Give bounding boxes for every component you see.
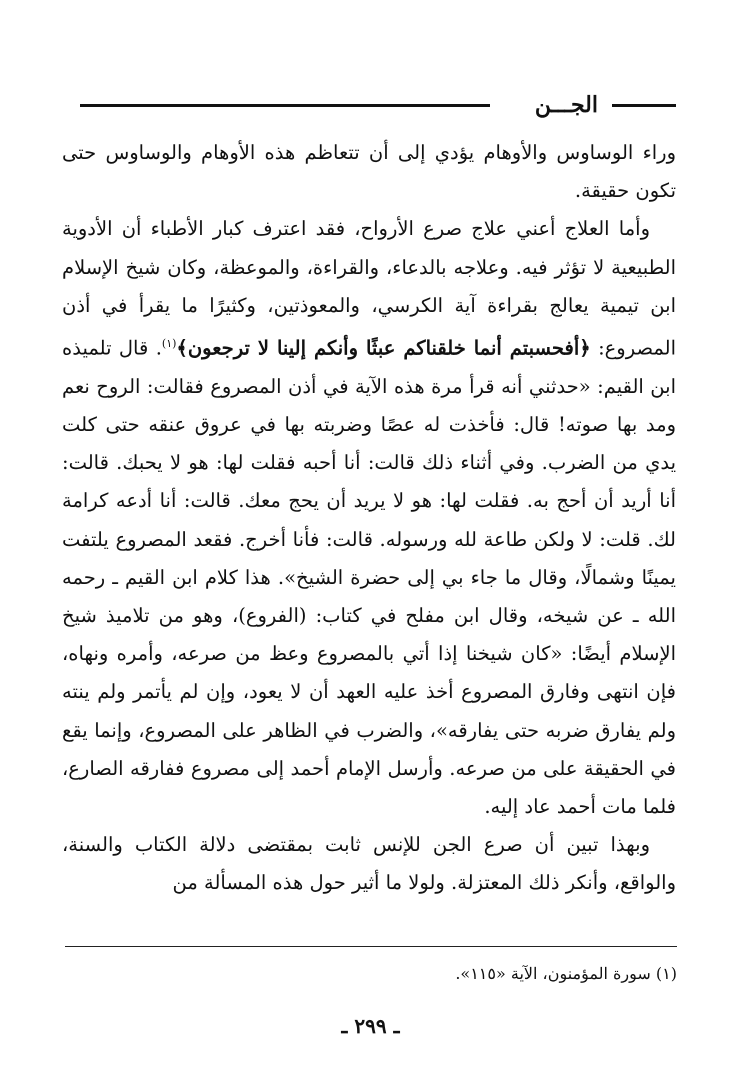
paragraph-3: وبهذا تبين أن صرع الجن للإنس ثابت بمقتضى دلالة الكتاب والسنة، والواقع، وأنكر ذلك المعتزلة. ولولا ما أثير حول هذه المسألة من	[62, 833, 676, 895]
paragraph-2-text-before: وأما العلاج أعني علاج صرع الأرواح، فقد اعترف كبار الأطباء أن الأدوية الطبيعية لا تؤثر فيه. وعلاجه بالدعاء، والقراءة، والموعظة، وكان شيخ الإسلام ابن تيمية يعالج بقراءة آية الكرسي، والمعوذتين، وكثيرًا ما يقرأ في أذن المصروع:	[62, 217, 676, 360]
paragraph-2-text-after: . قال تلميذه ابن القيم: «حدثني أنه قرأ مرة هذه الآية في أذن المصروع فقالت: الروح نعم ومد بها صوته! قال: فأخذت له عصًا وضربته بها في عروق عنقه حتى كلت يدي من الضرب. وفي أثناء ذلك قالت: أنا أحبه فقلت لها: هو لا يحبك. قالت: أنا أريد أن أحج به. فقلت لها: هو لا يريد أن يحج معك. قالت: أنا أدعه كرامة لك. قلت: لا ولكن طاعة لله ورسوله. قالت: فأنا أخرج. فقعد المصروع يلتفت يمينًا وشمالًا، وقال ما جاء بي إلى حضرة الشيخ». هذا كلام ابن القيم ـ رحمه الله ـ عن شيخه، وقال ابن مفلح في كتاب: (الفروع)، وهو من تلاميذ شيخ الإسلام أيضًا: «كان شيخنا إذا أتي بالمصروع وعظ من صرعه، وأمره ونهاه، فإن انتهى وفارق المصروع أخذ عليه العهد أن لا يعود، وإن لم يأتمر ولم ينته ولم يفارق ضربه حتى يفارقه»، والضرب في الظاهر على المصروع، وإنما يقع في الحقيقة على من صرعه. وأرسل الإمام أحمد إلى مصروع ففارقه الصارع، فلما مات أحمد عاد إليه.	[62, 336, 676, 818]
running-header	[80, 90, 676, 120]
quran-verse: ﴿أفحسبتم أنما خلقناكم عبثًا وأنكم إلينا لا ترجعون﴾	[176, 336, 591, 360]
main-text	[62, 134, 676, 903]
paragraph-2	[62, 210, 676, 826]
page-number: ـ ٢٩٩ ـ	[341, 1014, 400, 1038]
header-rule-right	[612, 104, 676, 107]
footnote-reference: (١)	[161, 337, 177, 351]
header-title: الجـــن	[534, 92, 598, 118]
footnote: (١) سورة المؤمنون، الآية «١١٥».	[455, 964, 677, 983]
header-rule-left	[80, 104, 490, 107]
footnote-divider	[65, 946, 677, 947]
paragraph-1: وراء الوساوس والأوهام يؤدي إلى أن تتعاظم هذه الأوهام والوساوس حتى تكون حقيقة.	[62, 141, 676, 203]
